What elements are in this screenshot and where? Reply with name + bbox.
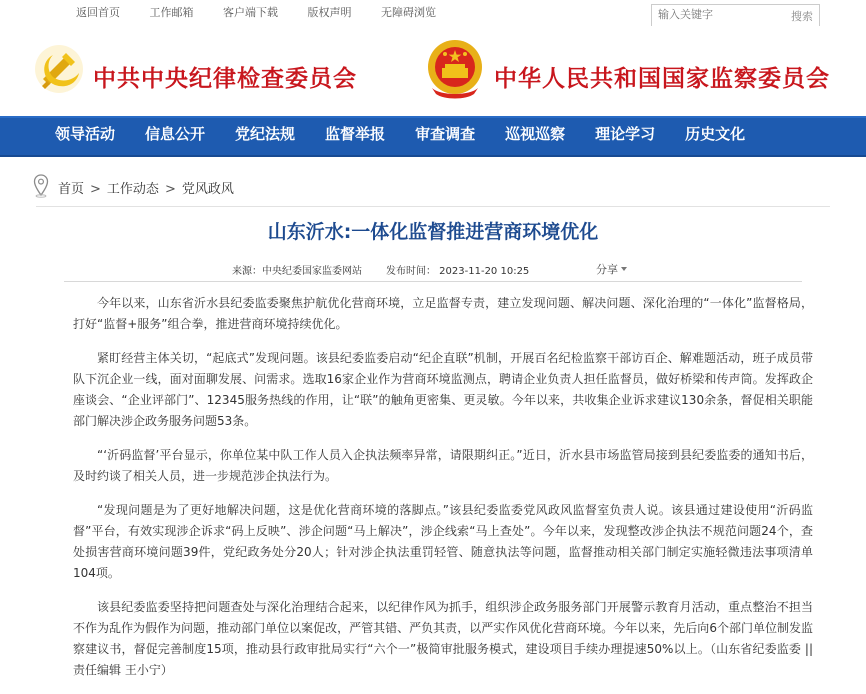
article-publish-time: 发布时间： 2023-11-20 10:25 (386, 266, 530, 277)
share-label: 分享 (596, 263, 618, 276)
search-input[interactable] (658, 7, 778, 22)
link-home[interactable]: 返回首页 (76, 6, 120, 19)
party-emblem-icon[interactable] (33, 43, 85, 95)
breadcrumb-separator: > (90, 182, 101, 197)
site-header (0, 26, 866, 116)
meta-divider (64, 281, 802, 282)
search-box (651, 4, 820, 27)
share-button[interactable] (596, 261, 627, 277)
nav-item-inspection[interactable]: 巡视巡察 (505, 125, 566, 143)
article-paragraph: 紧盯经营主体关切，“起底式”发现问题。该县纪委监委启动“纪企直联”机制，开展百名纪检监察干部访百企、解难题活动，班子成员带队下沉企业一线，面对面聊发展、问需求。选取16家企业作为营商环境监测点，聘请企业负责人担任监督员，做好桥梁和传声筒。发挥政企座谈会、“企业评部门”、12345服务热线的作用，让“联”的触角更密集、更灵敏。今年以来，共收集企业诉求建议130余条，督促相关职能部门解决涉企政务服务问题53条。 (73, 351, 813, 428)
breadcrumb-current[interactable]: 党风政风 (181, 182, 234, 197)
header-right-title: 中华人民共和国国家监察委员会 (494, 65, 830, 92)
nav-item-study[interactable]: 理论学习 (595, 125, 656, 143)
nav-item-history[interactable]: 历史文化 (685, 125, 746, 143)
nav-item-report[interactable]: 监督举报 (325, 125, 386, 143)
header-left-title: 中共中央纪律检查委员会 (93, 65, 357, 92)
breadcrumb-work-news[interactable]: 工作动态 (106, 182, 159, 197)
article-paragraph: “‘沂码监督’平台显示，你单位某中队工作人员入企执法频率异常，请限期纠正。”近日，沂水县市场监管局接到县纪委监委的通知书后，及时约谈了相关人员，进一步规范涉企执法行为。 (73, 448, 813, 483)
chevron-down-icon (621, 267, 627, 271)
nav-item-investigation[interactable]: 审查调查 (415, 125, 476, 143)
article-paragraph: 该县纪委监委坚持把问题查处与深化治理结合起来，以纪律作风为抓手，组织涉企政务服务部门开展警示教育月活动，重点整治不担当不作为乱作为假作为问题，推动部门单位以案促改，严管其错、严负其责，以严实作风优化营商环境。今年以来，先后向6个部门单位制发监察建议书，督促完善制度15项，推动县行政审批局实行“六个一”极简审批服务模式，建设项目手续办理提速50%以上。（山东省纪委监委 || 责任编辑 王小宁） (73, 600, 813, 677)
breadcrumb-separator: > (164, 182, 176, 197)
article-paragraph: 今年以来，山东省沂水县纪委监委聚焦护航优化营商环境，立足监督专责，建立发现问题、解决问题、深化治理的“一体化”监督格局，打好“监督+服务”组合拳，推进营商环境持续优化。 (73, 296, 813, 331)
link-accessibility[interactable]: 无障碍浏览 (381, 6, 436, 19)
national-emblem-icon[interactable] (426, 38, 484, 100)
top-utility-bar (0, 0, 866, 22)
link-client-download[interactable]: 客户端下载 (223, 6, 278, 19)
nav-item-leadership[interactable]: 领导活动 (55, 125, 116, 143)
location-pin-icon (33, 174, 49, 198)
link-work-email[interactable]: 工作邮箱 (149, 6, 194, 19)
article-paragraph: “发现问题是为了更好地解决问题，这是优化营商环境的落脚点。”该县纪委监委党风政风监督室负责人说。该县通过建设使用“沂码监督”平台，有效实现涉企诉求“码上反映”、涉企问题“马上解决”，涉企线索“马上查处”。今年以来，发现整改涉企执法不规范问题24个，查处损害营商环境问题39件，党纪政务处分20人；针对涉企执法重罚轻管、随意执法等问题，监督推动相关部门制定实施轻微违法事项清单104项。 (73, 503, 813, 580)
article-body (73, 293, 813, 694)
article-source: 来源：中央纪委国家监委网站 (232, 266, 362, 277)
nav-item-disclosure[interactable]: 信息公开 (145, 125, 206, 143)
breadcrumb-divider (36, 206, 830, 207)
nav-item-regulations[interactable]: 党纪法规 (235, 125, 296, 143)
main-nav (0, 116, 866, 157)
search-button[interactable]: 搜索 (791, 10, 813, 23)
breadcrumb-home[interactable]: 首页 (58, 182, 85, 197)
top-links (76, 4, 462, 20)
article-meta (232, 262, 529, 277)
link-copyright[interactable]: 版权声明 (307, 6, 352, 19)
article-title: 山东沂水:一体化监督推进营商环境优化 (267, 221, 599, 243)
